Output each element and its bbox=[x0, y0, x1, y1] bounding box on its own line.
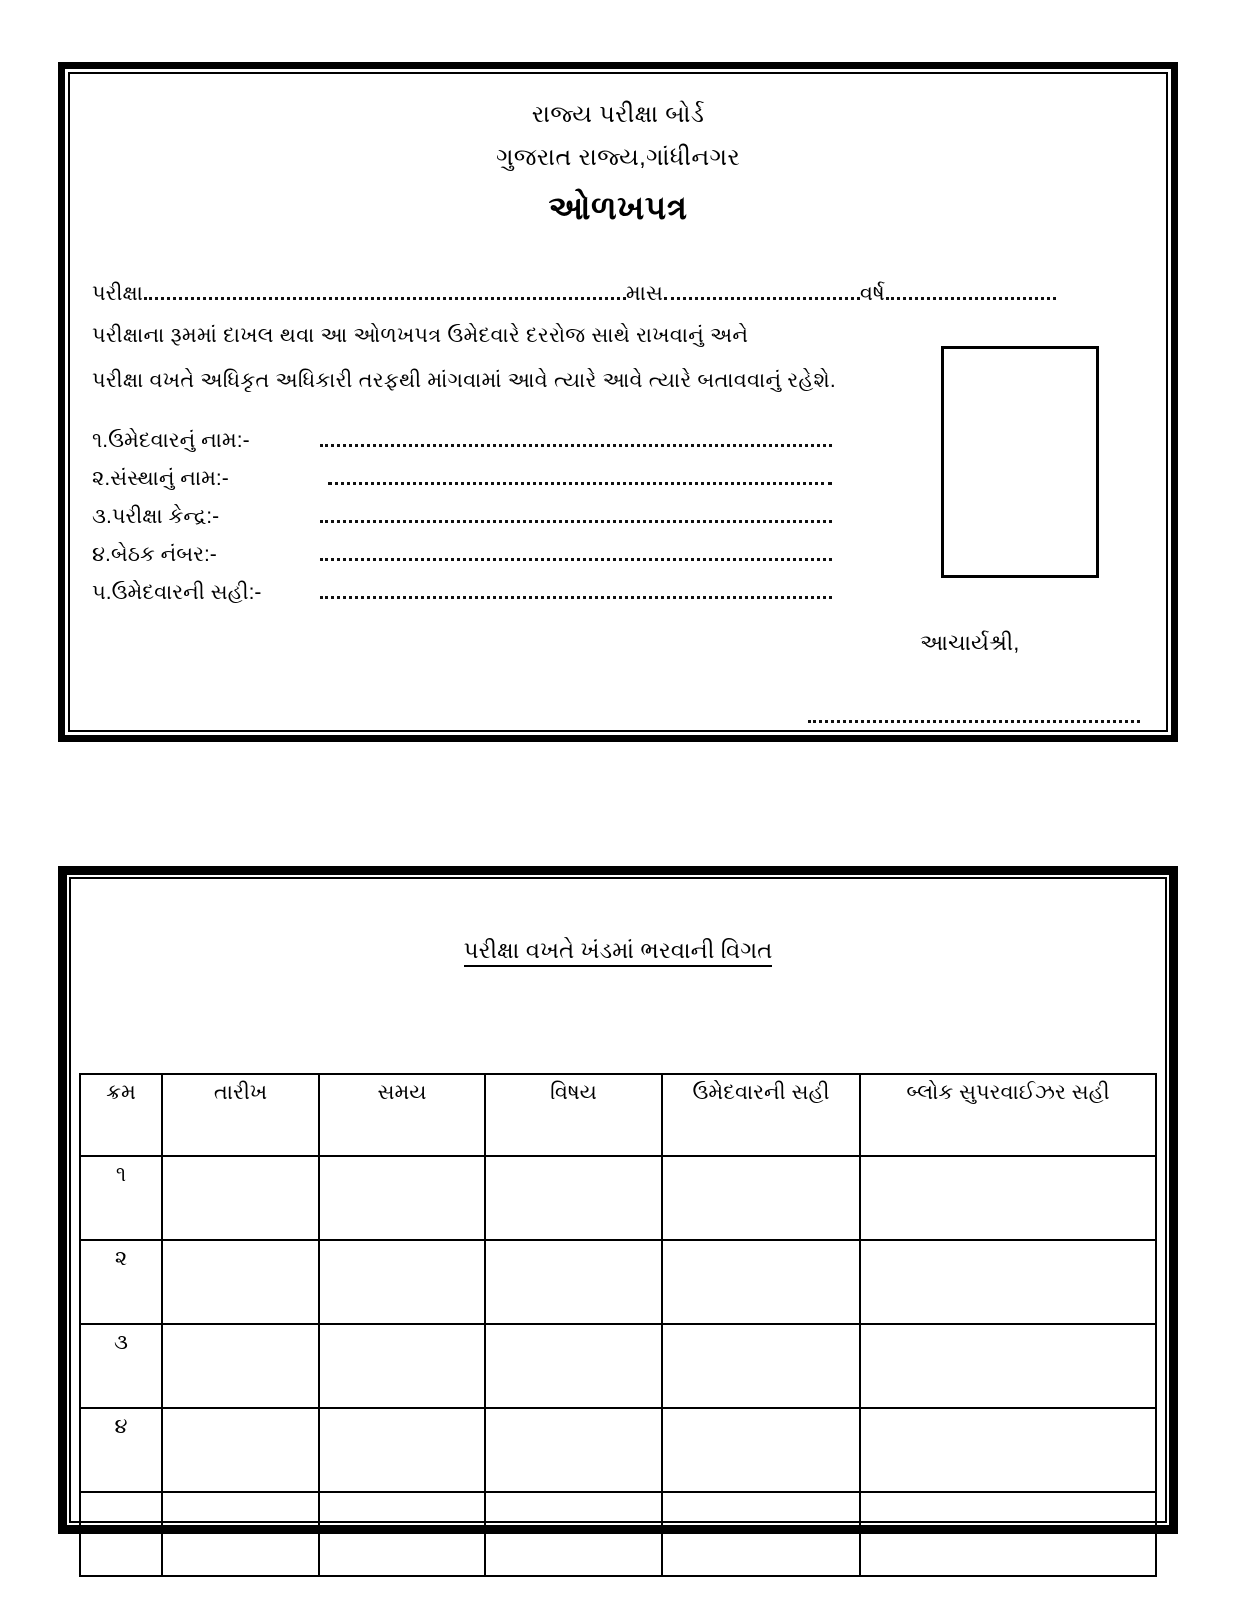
attendance-table-card bbox=[58, 866, 1178, 1534]
attendance-table bbox=[79, 1073, 1157, 1577]
instruction-line-1: પરીક્ષાના રૂમમાં દાખલ થવા આ ઓળખપત્ર ઉમેદવારે દરરોજ સાથે રાખવાનું અને bbox=[92, 324, 749, 347]
cell-candidate-sign[interactable] bbox=[662, 1240, 860, 1324]
field-label: ૧.ઉમેદવારનું નામ:- bbox=[92, 429, 250, 452]
attendance-table-title-text: પરીક્ષા વખતે ખંડમાં ભરવાની વિગત bbox=[464, 937, 773, 967]
candidate-name-input-line[interactable] bbox=[320, 443, 832, 447]
cell-time[interactable] bbox=[319, 1492, 485, 1576]
row-serial: ૩ bbox=[80, 1324, 162, 1408]
cell-supervisor-sign[interactable] bbox=[860, 1408, 1156, 1492]
cell-subject[interactable] bbox=[485, 1156, 662, 1240]
cell-supervisor-sign[interactable] bbox=[860, 1324, 1156, 1408]
table-row bbox=[80, 1408, 1156, 1492]
row-serial: ૧ bbox=[80, 1156, 162, 1240]
field-seat-number bbox=[92, 543, 832, 581]
principal-label: આચાર્યશ્રી, bbox=[920, 630, 1020, 655]
photo-box[interactable] bbox=[941, 346, 1099, 578]
cell-supervisor-sign[interactable] bbox=[860, 1492, 1156, 1576]
cell-candidate-sign[interactable] bbox=[662, 1492, 860, 1576]
field-candidate-signature bbox=[92, 581, 832, 619]
candidate-signature-input-line[interactable] bbox=[320, 595, 832, 599]
cell-supervisor-sign[interactable] bbox=[860, 1240, 1156, 1324]
cell-candidate-sign[interactable] bbox=[662, 1324, 860, 1408]
column-header-supervisor-signature: બ્લોક સુપરવાઈઝર સહી bbox=[860, 1074, 1156, 1156]
cell-subject[interactable] bbox=[485, 1408, 662, 1492]
cell-date[interactable] bbox=[162, 1324, 319, 1408]
identity-card-inner-border bbox=[68, 72, 1168, 732]
column-header-time: સમય bbox=[319, 1074, 485, 1156]
cell-time[interactable] bbox=[319, 1324, 485, 1408]
table-row bbox=[80, 1156, 1156, 1240]
field-exam-center bbox=[92, 505, 832, 543]
year-input-line[interactable] bbox=[886, 296, 1056, 300]
cell-date[interactable] bbox=[162, 1492, 319, 1576]
principal-signature-line[interactable] bbox=[808, 719, 1140, 723]
cell-subject[interactable] bbox=[485, 1240, 662, 1324]
cell-time[interactable] bbox=[319, 1408, 485, 1492]
attendance-table-title bbox=[71, 937, 1165, 964]
identity-card-content bbox=[70, 74, 1166, 730]
attendance-grid bbox=[79, 1073, 1157, 1521]
field-label: ૪.બેઠક નંબર:- bbox=[92, 543, 217, 566]
column-header-candidate-signature: ઉમેદવારની સહી bbox=[662, 1074, 860, 1156]
cell-date[interactable] bbox=[162, 1240, 319, 1324]
identity-card bbox=[58, 62, 1178, 742]
year-label: વર્ષ bbox=[859, 282, 885, 305]
field-institution-name bbox=[92, 467, 832, 505]
page-title: ઓળખપત્ર bbox=[548, 189, 688, 227]
exam-center-input-line[interactable] bbox=[320, 519, 832, 523]
cell-subject[interactable] bbox=[485, 1492, 662, 1576]
cell-date[interactable] bbox=[162, 1156, 319, 1240]
candidate-fields bbox=[92, 429, 832, 619]
exam-month-year-row bbox=[92, 282, 1152, 306]
cell-time[interactable] bbox=[319, 1156, 485, 1240]
board-name: રાજ્ય પરીક્ષા બોર્ડ bbox=[531, 101, 705, 128]
cell-candidate-sign[interactable] bbox=[662, 1156, 860, 1240]
row-serial bbox=[80, 1492, 162, 1576]
field-label: ૩.પરીક્ષા કેન્દ્ર:- bbox=[92, 505, 220, 528]
month-label: માસ bbox=[625, 282, 663, 305]
table-header-row bbox=[80, 1074, 1156, 1156]
cell-supervisor-sign[interactable] bbox=[860, 1156, 1156, 1240]
institution-name-input-line[interactable] bbox=[328, 481, 832, 485]
attendance-card-inner-border bbox=[69, 877, 1167, 1523]
table-row bbox=[80, 1240, 1156, 1324]
table-row bbox=[80, 1492, 1156, 1576]
column-header-subject: વિષય bbox=[485, 1074, 662, 1156]
field-label: ૨.સંસ્થાનું નામ:- bbox=[92, 467, 229, 490]
month-input-line[interactable] bbox=[664, 296, 860, 300]
table-row bbox=[80, 1324, 1156, 1408]
field-label: ૫.ઉમેદવારની સહી:- bbox=[92, 581, 262, 604]
column-header-date: તારીખ bbox=[162, 1074, 319, 1156]
instruction-line-2: પરીક્ષા વખતે અધિકૃત અધિકારી તરફથી માંગવામાં આવે ત્યારે આવે ત્યારે બતાવવાનું રહેશે. bbox=[92, 369, 836, 392]
column-header-serial: ક્રમ bbox=[80, 1074, 162, 1156]
state-name: ગુજરાત રાજ્ય,ગાંધીનગર bbox=[495, 143, 741, 171]
row-serial: ૨ bbox=[80, 1240, 162, 1324]
cell-date[interactable] bbox=[162, 1408, 319, 1492]
cell-candidate-sign[interactable] bbox=[662, 1408, 860, 1492]
field-candidate-name bbox=[92, 429, 832, 467]
exam-label: પરીક્ષા bbox=[92, 282, 143, 305]
card-heading-block bbox=[70, 74, 1166, 228]
seat-number-input-line[interactable] bbox=[320, 557, 832, 561]
cell-subject[interactable] bbox=[485, 1324, 662, 1408]
cell-time[interactable] bbox=[319, 1240, 485, 1324]
exam-input-line[interactable] bbox=[144, 296, 626, 300]
row-serial: ૪ bbox=[80, 1408, 162, 1492]
